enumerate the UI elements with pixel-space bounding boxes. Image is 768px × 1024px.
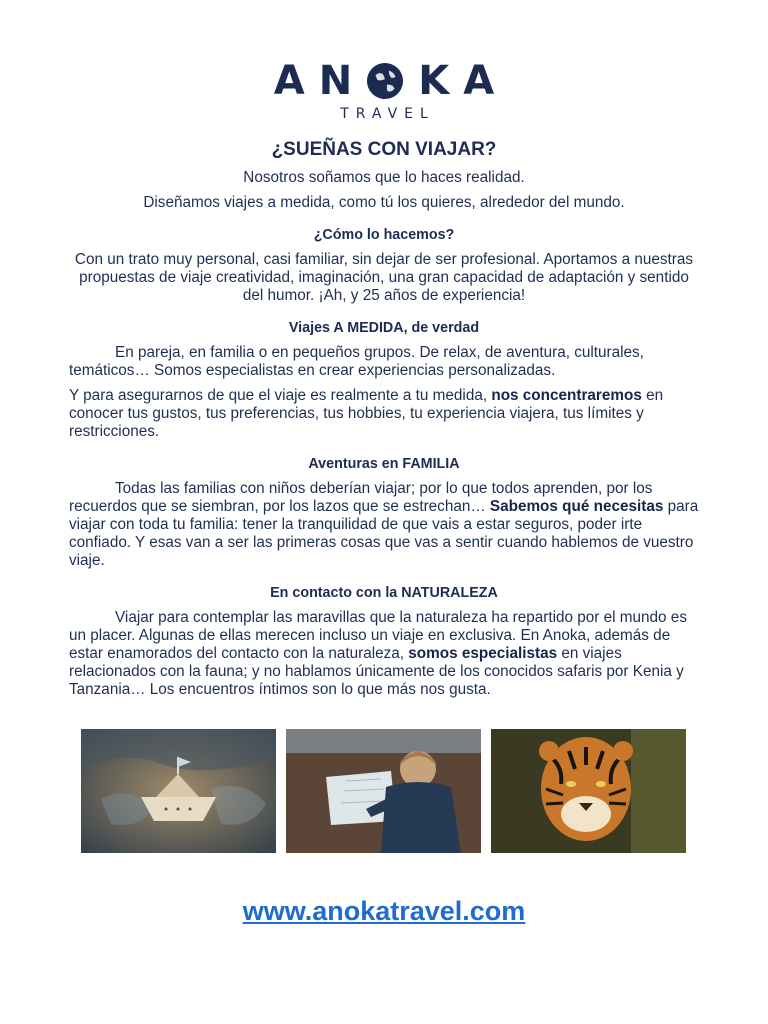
text-run: para viajar con toda tu familia: tener la tranquilidad de que vais a estar seguros, poder irte confiado. Y esas van a ser las primeras cosas que vas a sentir cuando hablemos de vuestro viaje.	[69, 498, 699, 569]
section-2-paragraph-1: En pareja, en familia o en pequeños grupos. De relax, de aventura, culturales, temáticos… Somos especialistas en crear experiencias personalizadas.	[69, 344, 644, 379]
section-3-paragraph	[69, 480, 699, 570]
globe-icon	[366, 62, 404, 100]
intro-line-2: Diseñamos viajes a medida, como tú los quieres, alrededor del mundo.	[143, 194, 625, 211]
section-2-title: Viajes A MEDIDA, de verdad	[288, 320, 480, 336]
photo-strip	[81, 729, 687, 853]
logo-subtitle: TRAVEL	[340, 106, 435, 122]
text-run: en viajes relacionados con la fauna; y no hablamos únicamente de los conocidos safaris por Kenia y Tanzania… Los encuentros íntimos son lo que más nos gusta.	[69, 645, 684, 698]
section-1-text: Con un trato muy personal, casi familiar, sin dejar de ser profesional. Aportamos a nuestras propuestas de viaje creatividad, imaginación, una gran capacidad de adaptación y sentido del humor. ¡Ah, y 25 años de experiencia!	[74, 251, 694, 304]
section-4-paragraph	[69, 609, 699, 699]
section-4-title: En contacto con la NATURALEZA	[270, 585, 498, 601]
bold-run: Sabemos qué necesitas	[489, 498, 664, 515]
logo-letters-left: AN	[273, 58, 367, 104]
section-1-title: ¿Cómo lo hacemos?	[313, 227, 455, 243]
anoka-logo	[0, 58, 768, 122]
website-link[interactable]: www.anokatravel.com	[242, 896, 526, 926]
text-run: Viajar para contemplar las maravillas que la naturaleza ha repartido por el mundo es un placer. Algunas de ellas merecen incluso un viaje en exclusiva. En Anoka, además de estar enamorados del contacto con la naturaleza,	[69, 609, 687, 662]
section-3-title: Aventuras en FAMILIA	[308, 456, 460, 472]
text-run: Todas las familias con niños deberían viajar; por lo que todos aprenden, por los recuerdos que se siembran, por los lazos que se estrechan…	[69, 480, 653, 515]
bold-run: somos especialistas	[408, 645, 558, 662]
logo-letters-right: KA	[418, 58, 509, 104]
main-heading: ¿SUEÑAS CON VIAJAR?	[271, 139, 497, 160]
text-run: en conocer tus gustos, tus preferencias, tus hobbies, tu experiencia viajera, tus límites y restricciones.	[69, 387, 664, 440]
tiger-photo	[491, 729, 686, 853]
main-text	[69, 138, 699, 699]
child-reading-map-photo	[286, 729, 481, 853]
paper-boat-on-map-photo	[81, 729, 276, 853]
intro-line-1: Nosotros soñamos que lo haces realidad.	[243, 169, 525, 186]
section-2-paragraph-2	[69, 387, 699, 441]
website-footer	[0, 896, 768, 927]
bold-run: nos concentraremos	[491, 387, 642, 404]
logo-wordmark	[274, 58, 508, 104]
text-run: Y para asegurarnos de que el viaje es realmente a tu medida,	[69, 387, 492, 404]
